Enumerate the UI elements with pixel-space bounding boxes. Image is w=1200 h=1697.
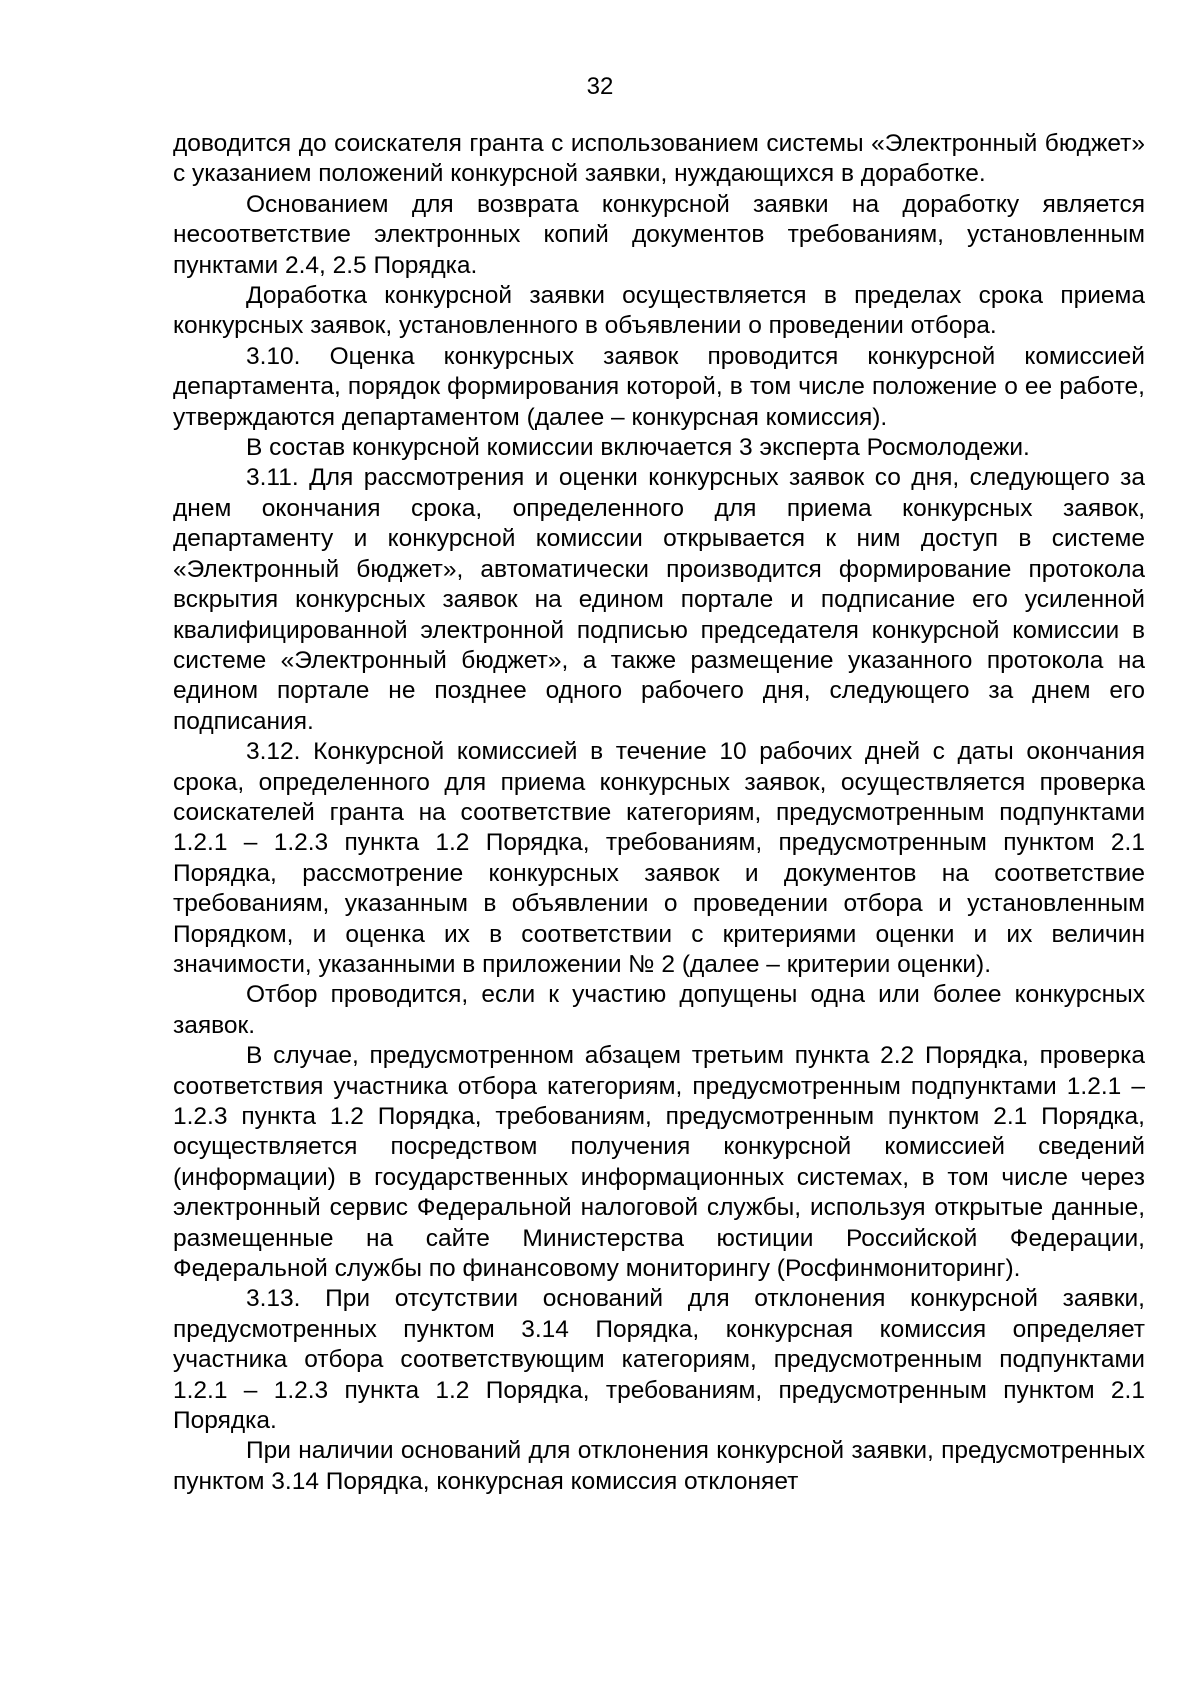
paragraph: 3.13. При отсутствии оснований для отклонения конкурсной заявки, предусмотренных пунктом 3.14 Порядка, конкурсная комиссия определяет участника отбора соответствующим категориям, предусмотренным подпунктами 1.2.1 – 1.2.3 пункта 1.2 Порядка, требованиям, предусмотренным пунктом 2.1 Порядка. [173,1285,1145,1435]
paragraph: Доработка конкурсной заявки осуществляется в пределах срока приема конкурсных заявок, установленного в объявлении о проведении отбора. [173,282,1145,340]
document-body [173,129,1145,1497]
paragraph: доводится до соискателя гранта с использованием системы «Электронный бюджет» с указанием положений конкурсной заявки, нуждающихся в доработке. [173,130,1145,188]
paragraph: 3.12. Конкурсной комиссией в течение 10 рабочих дней с даты окончания срока, определенного для приема конкурсных заявок, осуществляется проверка соискателей гранта на соответствие категориям, предусмотренным подпунктами 1.2.1 – 1.2.3 пункта 1.2 Порядка, требованиям, предусмотренным пунктом 2.1 Порядка, рассмотрение конкурсных заявок и документов на соответствие требованиям, указанным в объявлении о проведении отбора и установленным Порядком, и оценка их в соответствии с критериями оценки и их величин значимости, указанными в приложении № 2 (далее – критерии оценки). [173,738,1145,978]
paragraph: 3.11. Для рассмотрения и оценки конкурсных заявок со дня, следующего за днем окончания срока, определенного для приема конкурсных заявок, департаменту и конкурсной комиссии открывается к ним доступ в системе «Электронный бюджет», автоматически производится формирование протокола вскрытия конкурсных заявок на едином портале и подписание его усиленной квалифицированной электронной подписью председателя конкурсной комиссии в системе «Электронный бюджет», а также размещение указанного протокола на едином портале не позднее одного рабочего дня, следующего за днем его подписания. [173,464,1145,735]
paragraph: В состав конкурсной комиссии включается 3 эксперта Росмолодежи. [246,434,1030,462]
paragraph: Основанием для возврата конкурсной заявки на доработку является несоответствие электронных копий документов требованиям, установленным пунктами 2.4, 2.5 Порядка. [173,190,1145,279]
paragraph: В случае, предусмотренном абзацем третьим пункта 2.2 Порядка, проверка соответствия участника отбора категориям, предусмотренным подпунктами 1.2.1 – 1.2.3 пункта 1.2 Порядка, требованиям, предусмотренным пунктом 2.1 Порядка, осуществляется посредством получения конкурсной комиссией сведений (информации) в государственных информационных системах, в том числе через электронный сервис Федеральной налоговой службы, используя открытые данные, размещенные на сайте Министерства юстиции Российской Федерации, Федеральной службы по финансовому мониторингу (Росфинмониторинг). [173,1042,1145,1283]
paragraph: При наличии оснований для отклонения конкурсной заявки, предусмотренных пунктом 3.14 Порядка, конкурсная комиссия отклоняет [173,1437,1145,1495]
paragraph: Отбор проводится, если к участию допущены одна или более конкурсных заявок. [173,981,1145,1039]
paragraph: 3.10. Оценка конкурсных заявок проводится конкурсной комиссией департамента, порядок формирования которой, в том числе положение о ее работе, утверждаются департаментом (далее – конкурсная комиссия). [173,342,1145,431]
page-number: 32 [586,73,614,100]
